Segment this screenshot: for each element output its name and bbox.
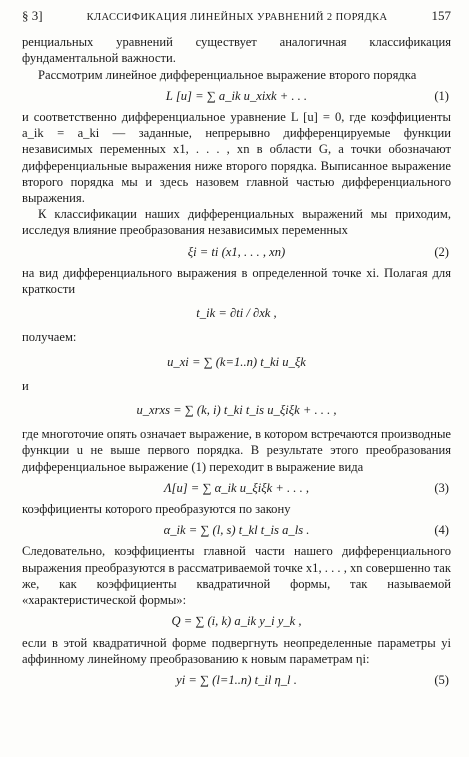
running-header	[22, 8, 451, 26]
paragraph-3: и соответственно дифференциальное уравнение L [u] = 0, где коэффициенты a_ik = a_ki — заданные, непрерывно дифференцируемые функции независимых переменных x1, . . . , xn в области G, а точки обозначают дифференциальные выражения ниже второго порядка. Выписанное выражение второго порядка мы и здесь назовем главной частью дифференциального выражения.	[22, 110, 451, 206]
paragraph-8: где многоточие опять означает выражение, в котором встречаются производные функции u не выше первого порядка. В результате этого преобразования дифференциальное выражение (1) переходит в выражение вида	[22, 427, 451, 474]
paragraph-1: ренциальных уравнений существует аналогичная классификация фундаментальной важности.	[22, 35, 451, 66]
equation-1	[22, 88, 451, 104]
equation-tik	[22, 305, 451, 321]
paragraph-5: на вид дифференциального выражения в определенной точке xi. Полагая для краткости	[22, 265, 451, 297]
equation-q	[22, 613, 451, 629]
equation-5-body: yi = ∑ (l=1..n) t_il η_l .	[176, 672, 297, 687]
paragraph-6: получаем:	[22, 330, 77, 345]
paragraph-9: коэффициенты которого преобразуются по закону	[22, 502, 291, 517]
equation-q-body: Q = ∑ (i, k) a_ik y_i y_k ,	[171, 614, 302, 629]
equation-tik-body: t_ik = ∂ti / ∂xk ,	[196, 306, 277, 321]
equation-2-body: ξi = ti (x1, . . . , xn)	[187, 244, 286, 259]
equation-u-second	[22, 402, 451, 418]
equation-5	[22, 672, 451, 688]
equation-3-body: Λ[u] = ∑ α_ik u_ξiξk + . . . ,	[163, 480, 310, 495]
running-title: КЛАССИФИКАЦИЯ ЛИНЕЙНЫХ УРАВНЕНИЙ 2 ПОРЯДКА	[86, 12, 388, 23]
equation-4	[22, 522, 451, 538]
page-number: 157	[431, 8, 451, 23]
equation-u-first-body: u_xi = ∑ (k=1..n) t_ki u_ξk	[167, 354, 306, 369]
paragraph-7: и	[22, 378, 29, 393]
equation-4-number: (4)	[434, 523, 449, 538]
equation-u-first	[22, 354, 451, 370]
paragraph-11: если в этой квадратичной форме подвергнуть неопределенные параметры yi аффинному линейному преобразованию к новым параметрам ηi:	[22, 635, 451, 666]
equation-5-number: (5)	[434, 672, 449, 687]
equation-1-body: L [u] = ∑ a_ik u_xixk + . . .	[165, 88, 308, 103]
paragraph-2: Рассмотрим линейное дифференциальное выражение второго порядка	[38, 67, 417, 82]
equation-3-number: (3)	[434, 480, 449, 495]
equation-1-number: (1)	[434, 88, 449, 103]
equation-4-body: α_ik = ∑ (l, s) t_kl t_is a_ls .	[163, 523, 310, 538]
equation-3	[22, 480, 451, 496]
equation-2-number: (2)	[434, 244, 449, 259]
equation-u-second-body: u_xrxs = ∑ (k, i) t_ki t_is u_ξiξk + . . . ,	[136, 403, 337, 418]
paragraph-10: Следовательно, коэффициенты главной части нашего дифференциального выражения преобразуются в рассматриваемой точке x1, . . . , xn совершенно так же, как коэффициенты квадратичной формы, так называемой «характеристической формы»:	[22, 544, 451, 608]
section-mark: § 3]	[22, 8, 43, 23]
equation-2	[22, 244, 451, 260]
paragraph-4: К классификации наших дифференциальных выражений мы приходим, исследуя влияние преобразования независимых переменных	[22, 207, 451, 238]
